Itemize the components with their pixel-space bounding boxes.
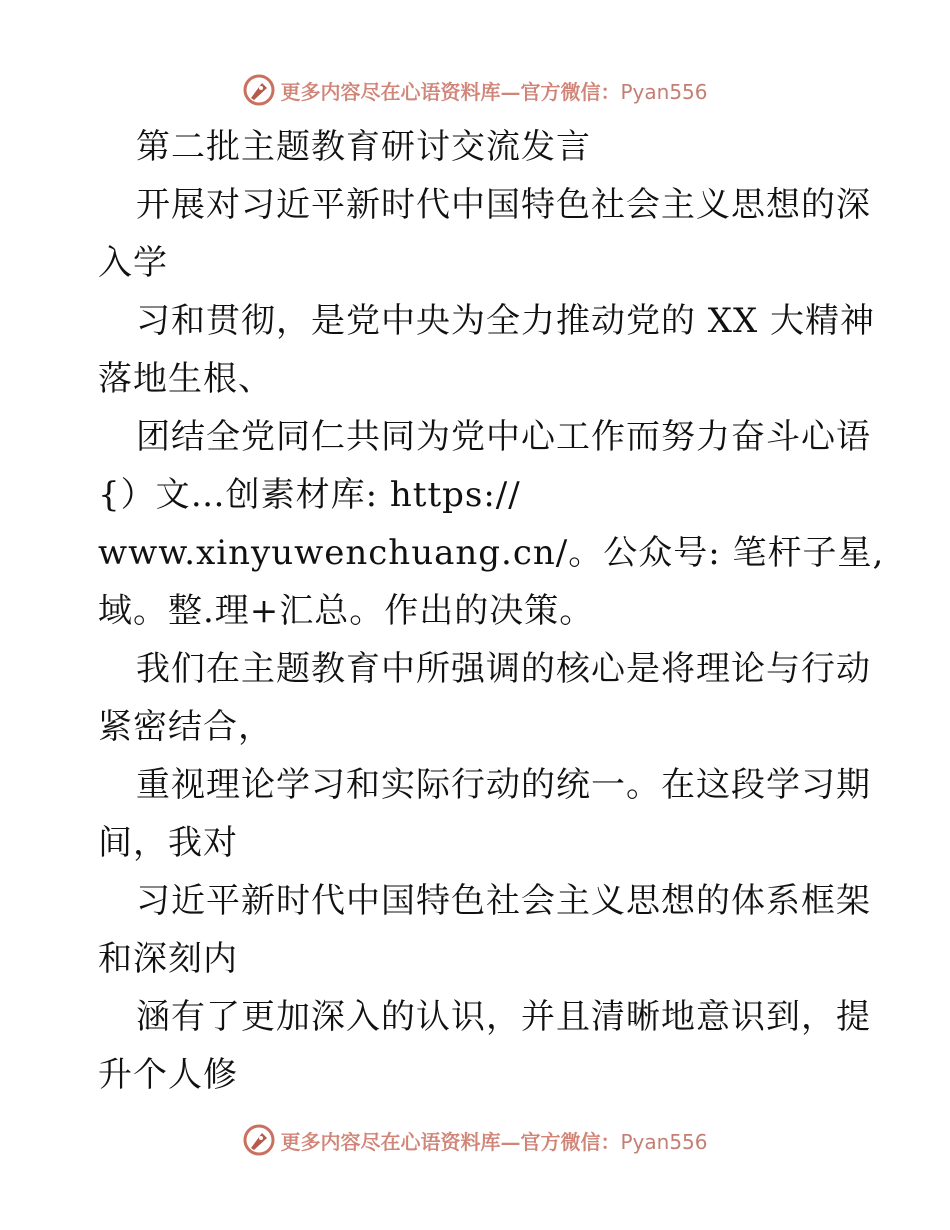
document-line: 习近平新时代中国特色社会主义思想的体系框架 (136, 881, 871, 921)
banner-contact: Pyan556 (620, 1129, 708, 1154)
banner-text (280, 76, 707, 105)
document-line: 重视理论学习和实际行动的统一。在这段学习期 (136, 765, 871, 805)
pen-nib-logo-icon (242, 73, 276, 107)
document-line: 升个人修 (98, 1055, 238, 1095)
document-line: 域。整.理+汇总。作出的决策。 (98, 591, 595, 631)
document-line: 习和贯彻，是党中央为全力推动党的 XX 大精神 (136, 301, 876, 341)
document-line: 和深刻内 (98, 939, 238, 979)
document-line: {）文…创素材库: https:// (98, 475, 521, 515)
document-line: 落地生根、 (98, 359, 273, 399)
banner-label: 更多内容尽在心语资料库—官方微信： (280, 1129, 621, 1154)
document-line: 紧密结合， (98, 707, 273, 747)
banner-label: 更多内容尽在心语资料库—官方微信： (280, 79, 621, 104)
header-watermark-banner (0, 70, 950, 110)
document-line: 我们在主题教育中所强调的核心是将理论与行动 (136, 649, 871, 689)
document-line: www.xinyuwenchuang.cn/。公众号: 笔杆子星, (98, 533, 885, 573)
document-body (98, 118, 885, 1104)
footer-watermark-banner (0, 1120, 950, 1160)
document-line: 入学 (98, 243, 168, 283)
pen-nib-logo-icon (242, 1123, 276, 1157)
document-line: 开展对习近平新时代中国特色社会主义思想的深 (136, 185, 871, 225)
document-line: 间，我对 (98, 823, 238, 863)
banner-contact: Pyan556 (620, 79, 708, 104)
banner-text (280, 1126, 707, 1155)
document-line: 涵有了更加深入的认识，并且清晰地意识到，提 (136, 997, 871, 1037)
document-line: 团结全党同仁共同为党中心工作而努力奋斗心语 (136, 417, 871, 457)
document-line: 第二批主题教育研讨交流发言 (136, 127, 591, 167)
